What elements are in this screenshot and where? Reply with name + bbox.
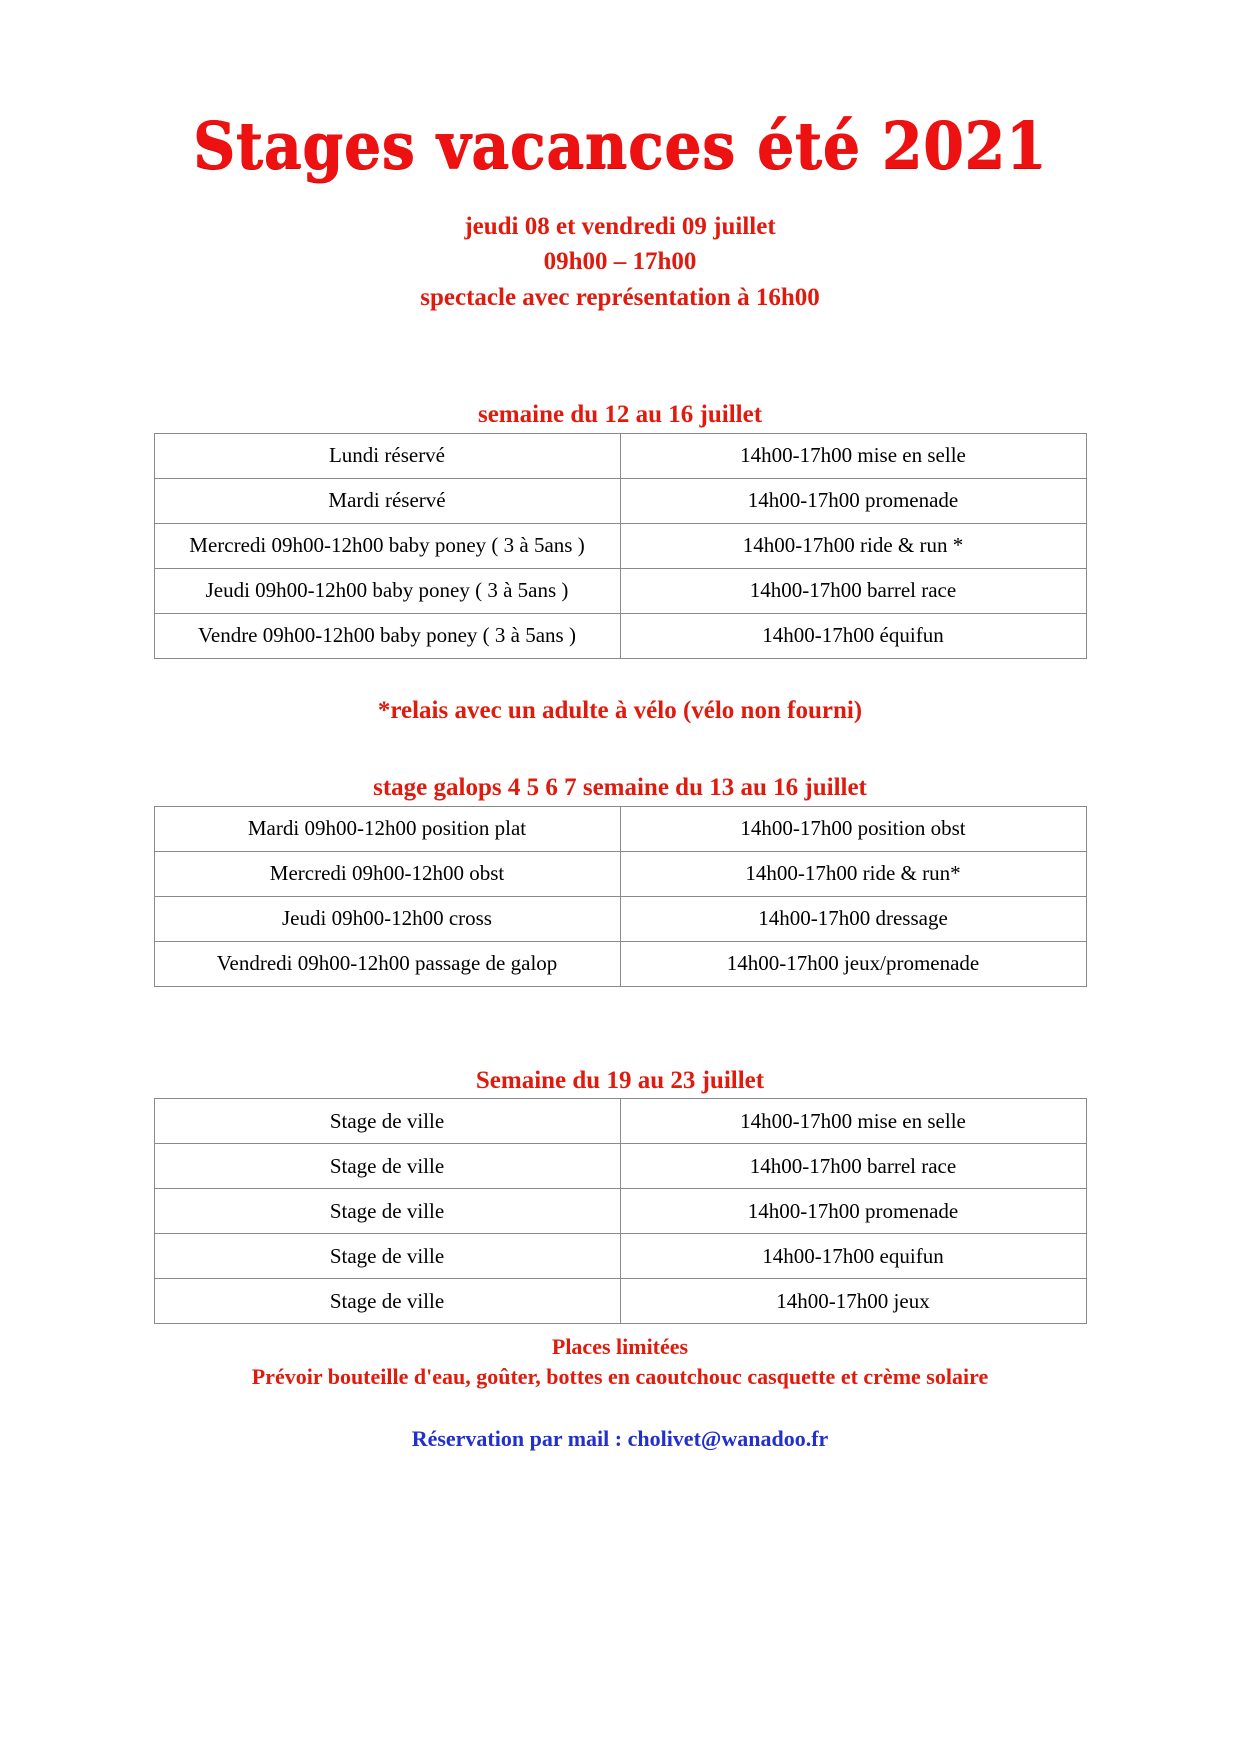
cell-morning: Jeudi 09h00-12h00 cross — [154, 896, 620, 941]
table-row — [154, 568, 1086, 613]
table-row — [154, 806, 1086, 851]
schedule-table-week-12-16 — [154, 433, 1087, 659]
cell-afternoon: 14h00-17h00 barrel race — [620, 568, 1086, 613]
cell-afternoon: 14h00-17h00 ride & run* — [620, 851, 1086, 896]
cell-afternoon: 14h00-17h00 position obst — [620, 806, 1086, 851]
cell-morning: Mardi 09h00-12h00 position plat — [154, 806, 620, 851]
table-row — [154, 433, 1086, 478]
footer-reservation-email[interactable]: Réservation par mail : cholivet@wanadoo.fr — [411, 1425, 829, 1451]
section-heading-week-19-23: Semaine du 19 au 23 juillet — [475, 1066, 765, 1094]
cell-afternoon: 14h00-17h00 promenade — [620, 1189, 1086, 1234]
intro-line-show: spectacle avec représentation à 16h00 — [420, 283, 820, 311]
cell-afternoon: 14h00-17h00 jeux — [620, 1279, 1086, 1324]
table-row — [154, 851, 1086, 896]
cell-afternoon: 14h00-17h00 barrel race — [620, 1144, 1086, 1189]
cell-morning: Mercredi 09h00-12h00 baby poney ( 3 à 5ans ) — [154, 523, 620, 568]
table-row — [154, 1099, 1086, 1144]
table-row — [154, 941, 1086, 986]
cell-morning: Stage de ville — [154, 1279, 620, 1324]
cell-afternoon: 14h00-17h00 mise en selle — [620, 433, 1086, 478]
cell-morning: Jeudi 09h00-12h00 baby poney ( 3 à 5ans ) — [154, 568, 620, 613]
page-title: Stages vacances été 2021 — [192, 107, 1048, 184]
footer-places-limitees: Places limitées — [551, 1334, 689, 1360]
cell-afternoon: 14h00-17h00 equifun — [620, 1234, 1086, 1279]
footnote-relais: *relais avec un adulte à vélo (vélo non fourni) — [377, 696, 863, 724]
cell-morning: Vendre 09h00-12h00 baby poney ( 3 à 5ans ) — [154, 613, 620, 658]
table-row — [154, 896, 1086, 941]
cell-morning: Lundi réservé — [154, 433, 620, 478]
cell-morning: Stage de ville — [154, 1144, 620, 1189]
cell-afternoon: 14h00-17h00 équifun — [620, 613, 1086, 658]
cell-afternoon: 14h00-17h00 ride & run * — [620, 523, 1086, 568]
intro-block — [0, 209, 1240, 316]
footer-equipment-note: Prévoir bouteille d'eau, goûter, bottes en caoutchouc casquette et crème solaire — [251, 1364, 989, 1390]
table-row — [154, 478, 1086, 523]
section-heading-galops: stage galops 4 5 6 7 semaine du 13 au 16 juillet — [373, 774, 867, 802]
table-row — [154, 1234, 1086, 1279]
cell-morning: Mardi réservé — [154, 478, 620, 523]
cell-afternoon: 14h00-17h00 mise en selle — [620, 1099, 1086, 1144]
cell-morning: Vendredi 09h00-12h00 passage de galop — [154, 941, 620, 986]
cell-morning: Stage de ville — [154, 1234, 620, 1279]
cell-afternoon: 14h00-17h00 dressage — [620, 896, 1086, 941]
table-row — [154, 613, 1086, 658]
cell-afternoon: 14h00-17h00 promenade — [620, 478, 1086, 523]
cell-morning: Mercredi 09h00-12h00 obst — [154, 851, 620, 896]
cell-afternoon: 14h00-17h00 jeux/promenade — [620, 941, 1086, 986]
schedule-table-week-19-23 — [154, 1098, 1087, 1324]
intro-line-dates: jeudi 08 et vendredi 09 juillet — [464, 212, 776, 240]
schedule-table-galops — [154, 806, 1087, 987]
section-heading-week-12-16: semaine du 12 au 16 juillet — [477, 401, 763, 429]
table-row — [154, 1279, 1086, 1324]
cell-morning: Stage de ville — [154, 1099, 620, 1144]
intro-line-hours: 09h00 – 17h00 — [543, 248, 697, 276]
table-row — [154, 523, 1086, 568]
table-row — [154, 1144, 1086, 1189]
table-row — [154, 1189, 1086, 1234]
cell-morning: Stage de ville — [154, 1189, 620, 1234]
